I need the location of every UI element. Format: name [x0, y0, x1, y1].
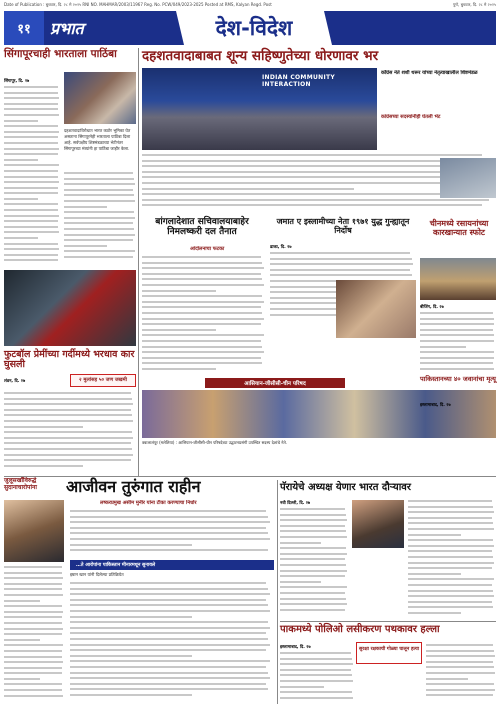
body-text-line [4, 628, 63, 630]
body-text-line [280, 581, 321, 583]
body-text-line [280, 691, 352, 693]
body-text-line [4, 181, 59, 183]
asean-photo [142, 390, 496, 438]
body-text-line [4, 209, 58, 211]
divider-row-mid [4, 476, 496, 477]
body-text-line [70, 683, 266, 685]
body-text-line [4, 187, 58, 189]
body-text-line [420, 312, 493, 314]
headline-lifeterm: आजीवन तुरुंगात राहीन [66, 477, 201, 496]
body-text-line [64, 172, 133, 174]
china-dateline: बीजिंग, दि. २७ [420, 304, 444, 309]
body-text-line [4, 243, 58, 245]
headline-china: चीनमध्ये रसायनांच्या कारखान्यात स्फोट [429, 219, 489, 237]
body-text-line [4, 231, 59, 233]
body-text-line [4, 164, 59, 166]
body-text-line [4, 442, 131, 444]
body-text-line [70, 638, 268, 640]
body-text-line [280, 652, 351, 654]
body-text-line [70, 621, 268, 623]
polio-box-text: सुरक्षा रक्षकाची गोळ्या घालून हत्या [359, 647, 419, 652]
body-text-line [408, 517, 492, 519]
body-text-line [280, 558, 345, 560]
body-text-line [142, 284, 264, 286]
body-text-line [4, 459, 131, 461]
body-text-line [280, 542, 321, 544]
headline-jamat: जमात ए इस्लामीच्या नेता १९७१ युद्ध गुन्ह्यातून निर्दोष [276, 217, 410, 235]
body-text-line [4, 97, 59, 99]
body-text-line [420, 368, 494, 370]
body-text-line [420, 340, 494, 342]
inset-body [70, 582, 274, 704]
body-text-line [4, 398, 132, 400]
body-text-line [420, 357, 494, 359]
body-text-line [64, 178, 134, 180]
body-text-line [142, 160, 485, 162]
body-text-line [64, 245, 107, 247]
body-text-line [142, 295, 262, 297]
jamat-photo [336, 280, 416, 338]
estonia-body-2 [408, 500, 496, 618]
terror-inset-photo [440, 158, 496, 198]
body-text-line [4, 639, 40, 641]
body-text-line [420, 318, 494, 320]
body-text-line [270, 269, 410, 271]
body-text-line [408, 556, 493, 558]
body-text-line [4, 237, 38, 239]
body-text-line [4, 420, 133, 422]
body-text-line [280, 598, 346, 600]
body-text-line [4, 131, 59, 133]
body-text-line [270, 274, 412, 276]
body-text-line [426, 678, 468, 680]
china-photo [420, 258, 496, 300]
singapore-photo [64, 72, 136, 124]
body-text-line [142, 199, 489, 201]
body-text-line [4, 226, 58, 228]
terror-kicker: काँग्रेस नेते शशी थरूर यांच्या नेतृत्वाखालील शिष्टमंडळ [381, 70, 478, 76]
publication-meta-line [0, 0, 500, 10]
headline-football: फुटबॉल प्रेमींच्या गर्दीमध्ये भरधाव कार घुसली [4, 349, 135, 371]
body-text-line [4, 594, 63, 596]
body-text-line [4, 572, 62, 574]
body-text-line [280, 658, 352, 660]
body-text-line [408, 534, 461, 536]
body-text-line [280, 674, 352, 676]
pakistan-mil-dateline: इस्लामाबाद, दि. २७ [420, 402, 451, 407]
body-text-line [4, 622, 62, 624]
body-text-line [4, 644, 63, 646]
body-text-line [4, 142, 58, 144]
polio-dateline: इस्लामाबाद, दि. २७ [280, 644, 311, 649]
body-text-line [142, 340, 261, 342]
body-text-line [280, 508, 345, 510]
body-text-line [4, 611, 63, 613]
body-text-line [280, 592, 345, 594]
polio-body [280, 652, 354, 704]
body-text-line [408, 545, 494, 547]
body-text-line [70, 544, 192, 546]
body-text-line [64, 250, 135, 252]
body-text-line [408, 606, 493, 608]
body-text-line [64, 194, 134, 196]
body-text-line [142, 368, 216, 370]
body-text-line [280, 603, 347, 605]
body-text-line [4, 86, 58, 88]
body-text-line [280, 553, 347, 555]
singapore-body-right [64, 172, 136, 264]
body-text-line [142, 346, 262, 348]
body-text-line [70, 582, 266, 584]
body-text-line [142, 362, 262, 364]
publication-date: पुणे, बुधवार, दि. २८ मे २०२५ [452, 2, 496, 7]
body-text-line [70, 632, 266, 634]
lifeterm-sub: लष्करप्रमुख असीम मुनीर यांना टीका करण्याचा निर्धार [100, 500, 197, 506]
body-text-line [426, 683, 494, 685]
body-text-line [408, 595, 494, 597]
body-text-line [4, 448, 132, 450]
body-text-line [64, 256, 133, 258]
divider-row-polio [280, 621, 496, 622]
body-text-line [4, 678, 40, 680]
body-text-line [280, 575, 345, 577]
body-text-line [142, 301, 264, 303]
body-text-line [70, 627, 270, 629]
body-text-line [4, 176, 58, 178]
body-text-line [142, 256, 261, 258]
body-text-line [280, 525, 345, 527]
body-text-line [420, 323, 494, 325]
body-text-line [70, 527, 266, 529]
body-text-line [64, 206, 107, 208]
body-text-line [64, 222, 133, 224]
body-text-line [4, 259, 58, 261]
body-text-line [70, 588, 268, 590]
body-text-line [4, 409, 131, 411]
body-text-line [4, 577, 63, 579]
body-text-line [426, 694, 493, 696]
body-text-line [70, 649, 266, 651]
headline-rally: बांगलादेशात सचिवालयाबाहेर निमलष्करी दल तैनात [155, 217, 249, 237]
divider-col-bottom [277, 480, 278, 704]
body-text-line [70, 616, 192, 618]
body-text-line [426, 666, 494, 668]
body-text-line [70, 694, 192, 696]
body-text-line [4, 92, 58, 94]
body-text-line [64, 228, 134, 230]
polio-body-2 [426, 644, 496, 704]
body-text-line [4, 192, 58, 194]
lifeterm-body-2 [70, 510, 274, 558]
body-text-line [280, 536, 347, 538]
china-body [420, 312, 496, 374]
body-text-line [4, 248, 59, 250]
body-text-line [70, 593, 270, 595]
brand-logo: प्रभात [50, 19, 84, 38]
football-body [4, 392, 136, 474]
body-text-line [70, 510, 266, 512]
body-text-line [4, 203, 58, 205]
body-text-line [4, 198, 38, 200]
body-text-line [4, 136, 58, 138]
body-text-line [4, 120, 38, 122]
terror-sidebar: कांग्रेसच्या सदस्यांनीही घेतली भेट [381, 114, 441, 120]
body-text-line [408, 567, 492, 569]
body-text-line [4, 392, 131, 394]
masthead [4, 11, 496, 45]
body-text-line [4, 431, 132, 433]
body-text-line [426, 650, 494, 652]
body-text-line [408, 590, 493, 592]
body-text-line [420, 329, 493, 331]
body-text-line [4, 215, 59, 217]
rally-body [142, 256, 266, 374]
body-text-line [4, 254, 58, 256]
body-text-line [70, 516, 268, 518]
photo-banner-text: INDIAN COMMUNITY INTERACTION [262, 74, 336, 88]
body-text-line [4, 148, 59, 150]
body-text-line [4, 108, 58, 110]
body-text-line [142, 278, 262, 280]
asean-banner: आसियान-जीसीसी-चीन परिषद [205, 378, 345, 388]
body-text-line [420, 346, 466, 348]
body-text-line [4, 125, 58, 127]
body-text-line [408, 562, 494, 564]
body-text-line [426, 672, 495, 674]
body-text-line [4, 695, 63, 697]
body-text-line [142, 318, 264, 320]
body-text-line [142, 267, 264, 269]
body-text-line [280, 564, 346, 566]
body-text-line [142, 273, 261, 275]
football-photo [4, 270, 136, 346]
body-text-line [420, 351, 494, 353]
body-text-line [420, 362, 493, 364]
body-text-line [4, 672, 62, 674]
body-text-line [4, 600, 40, 602]
body-text-line [280, 680, 353, 682]
headline-singapore: सिंगापूरचाही भारताला पाठिंबा [4, 48, 117, 60]
body-text-line [64, 217, 135, 219]
body-text-line [70, 660, 270, 662]
body-text-line [142, 182, 489, 184]
body-text-line [142, 357, 261, 359]
body-text-line [280, 530, 346, 532]
estonia-body [280, 508, 348, 618]
body-text-line [4, 403, 133, 405]
headline-polio: पाकमध्ये पोलिओ लसीकरण पथकावर हल्ला [280, 624, 440, 635]
body-text-line [270, 252, 410, 254]
estonia-photo [352, 500, 404, 548]
football-tag: २ मुलांसह ५० जण जखमी [79, 377, 127, 383]
body-text-line [426, 689, 495, 691]
body-text-line [280, 547, 346, 549]
body-text-line [4, 667, 62, 669]
body-text-line [70, 521, 270, 523]
lifeterm-body [4, 566, 64, 704]
body-text-line [70, 655, 192, 657]
headline-terror: दहशतवादाबाबत शून्य सहिष्णुतेच्या धोरणावर भर [142, 48, 379, 64]
body-text-line [142, 329, 216, 331]
body-text-line [142, 351, 264, 353]
body-text-line [4, 650, 62, 652]
body-text-line [280, 686, 324, 688]
body-text-line [70, 644, 270, 646]
body-text-line [4, 661, 63, 663]
body-text-line [4, 583, 62, 585]
body-text-line [4, 566, 62, 568]
body-text-line [4, 426, 83, 428]
football-dateline: लंडन, दि. २७ [4, 378, 26, 383]
body-text-line [4, 454, 133, 456]
body-text-line [4, 220, 58, 222]
body-text-line [408, 601, 492, 603]
page-number: ११ [4, 11, 44, 45]
singapore-body-left [4, 86, 60, 266]
body-text-line [70, 549, 268, 551]
body-text-line [280, 609, 345, 611]
body-text-line [142, 176, 485, 178]
body-text-line [280, 663, 353, 665]
body-text-line [4, 103, 58, 105]
body-text-line [64, 239, 133, 241]
body-text-line [4, 616, 62, 618]
body-text-line [142, 323, 261, 325]
singapore-lead: दहशतवादाविरोधात भारत कठोर भूमिका घेत असताना सिंगापूरनेही भारताला पाठिंबा दिला आहे. सर्वपक्षीय शिष्टमंडळाच्या भेटीनंतर सिंगापूरच्या मंत्र्यांनी हा पाठिंबा जाहीर केला. [64, 128, 131, 151]
body-text-line [408, 511, 494, 513]
body-text-line [142, 334, 264, 336]
body-text-line [408, 500, 492, 502]
body-text-line [70, 677, 270, 679]
body-text-line [420, 334, 494, 336]
body-text-line [408, 578, 494, 580]
body-text-line [408, 550, 492, 552]
body-text-line [4, 114, 59, 116]
body-text-line [4, 170, 58, 172]
body-text-line [142, 154, 482, 156]
headline-pakistan-mil: पाकिस्तानच्या ४० जवानांचा मृत्यू [420, 375, 496, 383]
body-text-line [426, 655, 495, 657]
polio-box [356, 642, 422, 664]
body-text-line [408, 506, 493, 508]
body-text-line [4, 159, 38, 161]
body-text-line [70, 672, 268, 674]
body-text-line [280, 519, 347, 521]
body-text-line [142, 262, 262, 264]
lifeterm-kicker: जुलूसखाँविरुद्धे सुदानाचारोपांना [4, 477, 37, 491]
body-text-line [64, 183, 135, 185]
body-text-line [142, 165, 489, 167]
body-text-line [142, 204, 482, 206]
body-text-line [280, 570, 347, 572]
body-text-line [408, 612, 461, 614]
body-text-line [270, 258, 412, 260]
estonia-dateline: नवी दिल्ली, दि. २७ [280, 500, 311, 505]
body-text-line [4, 605, 62, 607]
body-text-line [142, 193, 485, 195]
body-text-line [142, 188, 354, 190]
body-text-line [408, 539, 493, 541]
body-text-line [64, 234, 135, 236]
body-text-line [4, 689, 62, 691]
inset-title: …ते आरोपांना पाकिस्तान मीनारमधून सुनावले [70, 560, 274, 570]
delegation-photo [142, 68, 377, 150]
body-text-line [70, 688, 268, 690]
body-text-line [70, 532, 268, 534]
body-text-line [408, 573, 461, 575]
imran-photo [4, 500, 64, 562]
football-tag-box [70, 374, 136, 387]
body-text-line [70, 666, 266, 668]
body-text-line [70, 599, 266, 601]
inset-note: इम्रान खान यांनी दिलेल्या प्रतिक्रियेत [70, 572, 124, 577]
body-text-line [142, 306, 261, 308]
publication-meta-left: Date of Publication : बुधवार, दि. २८ मे २०२५ RNI NO. MAHMAR/2003/11967 Reg. No. PCW/049/2023-2025 Posted at RMS, Kalyan Regd. Post [4, 2, 272, 7]
body-text-line [142, 290, 216, 292]
body-text-line [70, 604, 268, 606]
body-text-line [280, 697, 353, 699]
body-text-line [280, 586, 347, 588]
body-text-line [408, 528, 494, 530]
body-text-line [4, 465, 83, 467]
headline-estonia: पॅरायेचे अध्यक्ष येणार भारत दौऱ्यावर [280, 482, 411, 493]
body-text-line [4, 656, 62, 658]
body-text-line [4, 588, 62, 590]
divider-col-left [138, 48, 139, 476]
body-text-line [70, 538, 270, 540]
asean-caption: क्वालालंपूर (मलेशिया) : आसियान-जीसीसी-चीन परिषदेच्या उद्घाटनप्रसंगी उपस्थित सदस्य देशांचे नेते. [142, 440, 288, 445]
jamat-dateline: ढाका, दि. २७ [270, 244, 292, 249]
body-text-line [4, 153, 58, 155]
body-text-line [280, 669, 351, 671]
rally-sub: आंदोलनाचा फटका [190, 246, 225, 252]
body-text-line [4, 414, 132, 416]
body-text-line [426, 661, 493, 663]
body-text-line [408, 584, 492, 586]
body-text-line [426, 644, 493, 646]
body-text-line [280, 514, 346, 516]
body-text-line [64, 200, 135, 202]
body-text-line [64, 211, 134, 213]
body-text-line [142, 171, 482, 173]
body-text-line [64, 189, 133, 191]
body-text-line [408, 522, 493, 524]
body-text-line [142, 312, 262, 314]
section-title: देश-विदेश [184, 11, 324, 45]
body-text-line [270, 263, 413, 265]
body-text-line [4, 633, 62, 635]
body-text-line [70, 610, 270, 612]
body-text-line [4, 683, 62, 685]
body-text-line [4, 437, 133, 439]
singapore-dateline: सिंगापूर, दि. २७ [4, 78, 30, 83]
